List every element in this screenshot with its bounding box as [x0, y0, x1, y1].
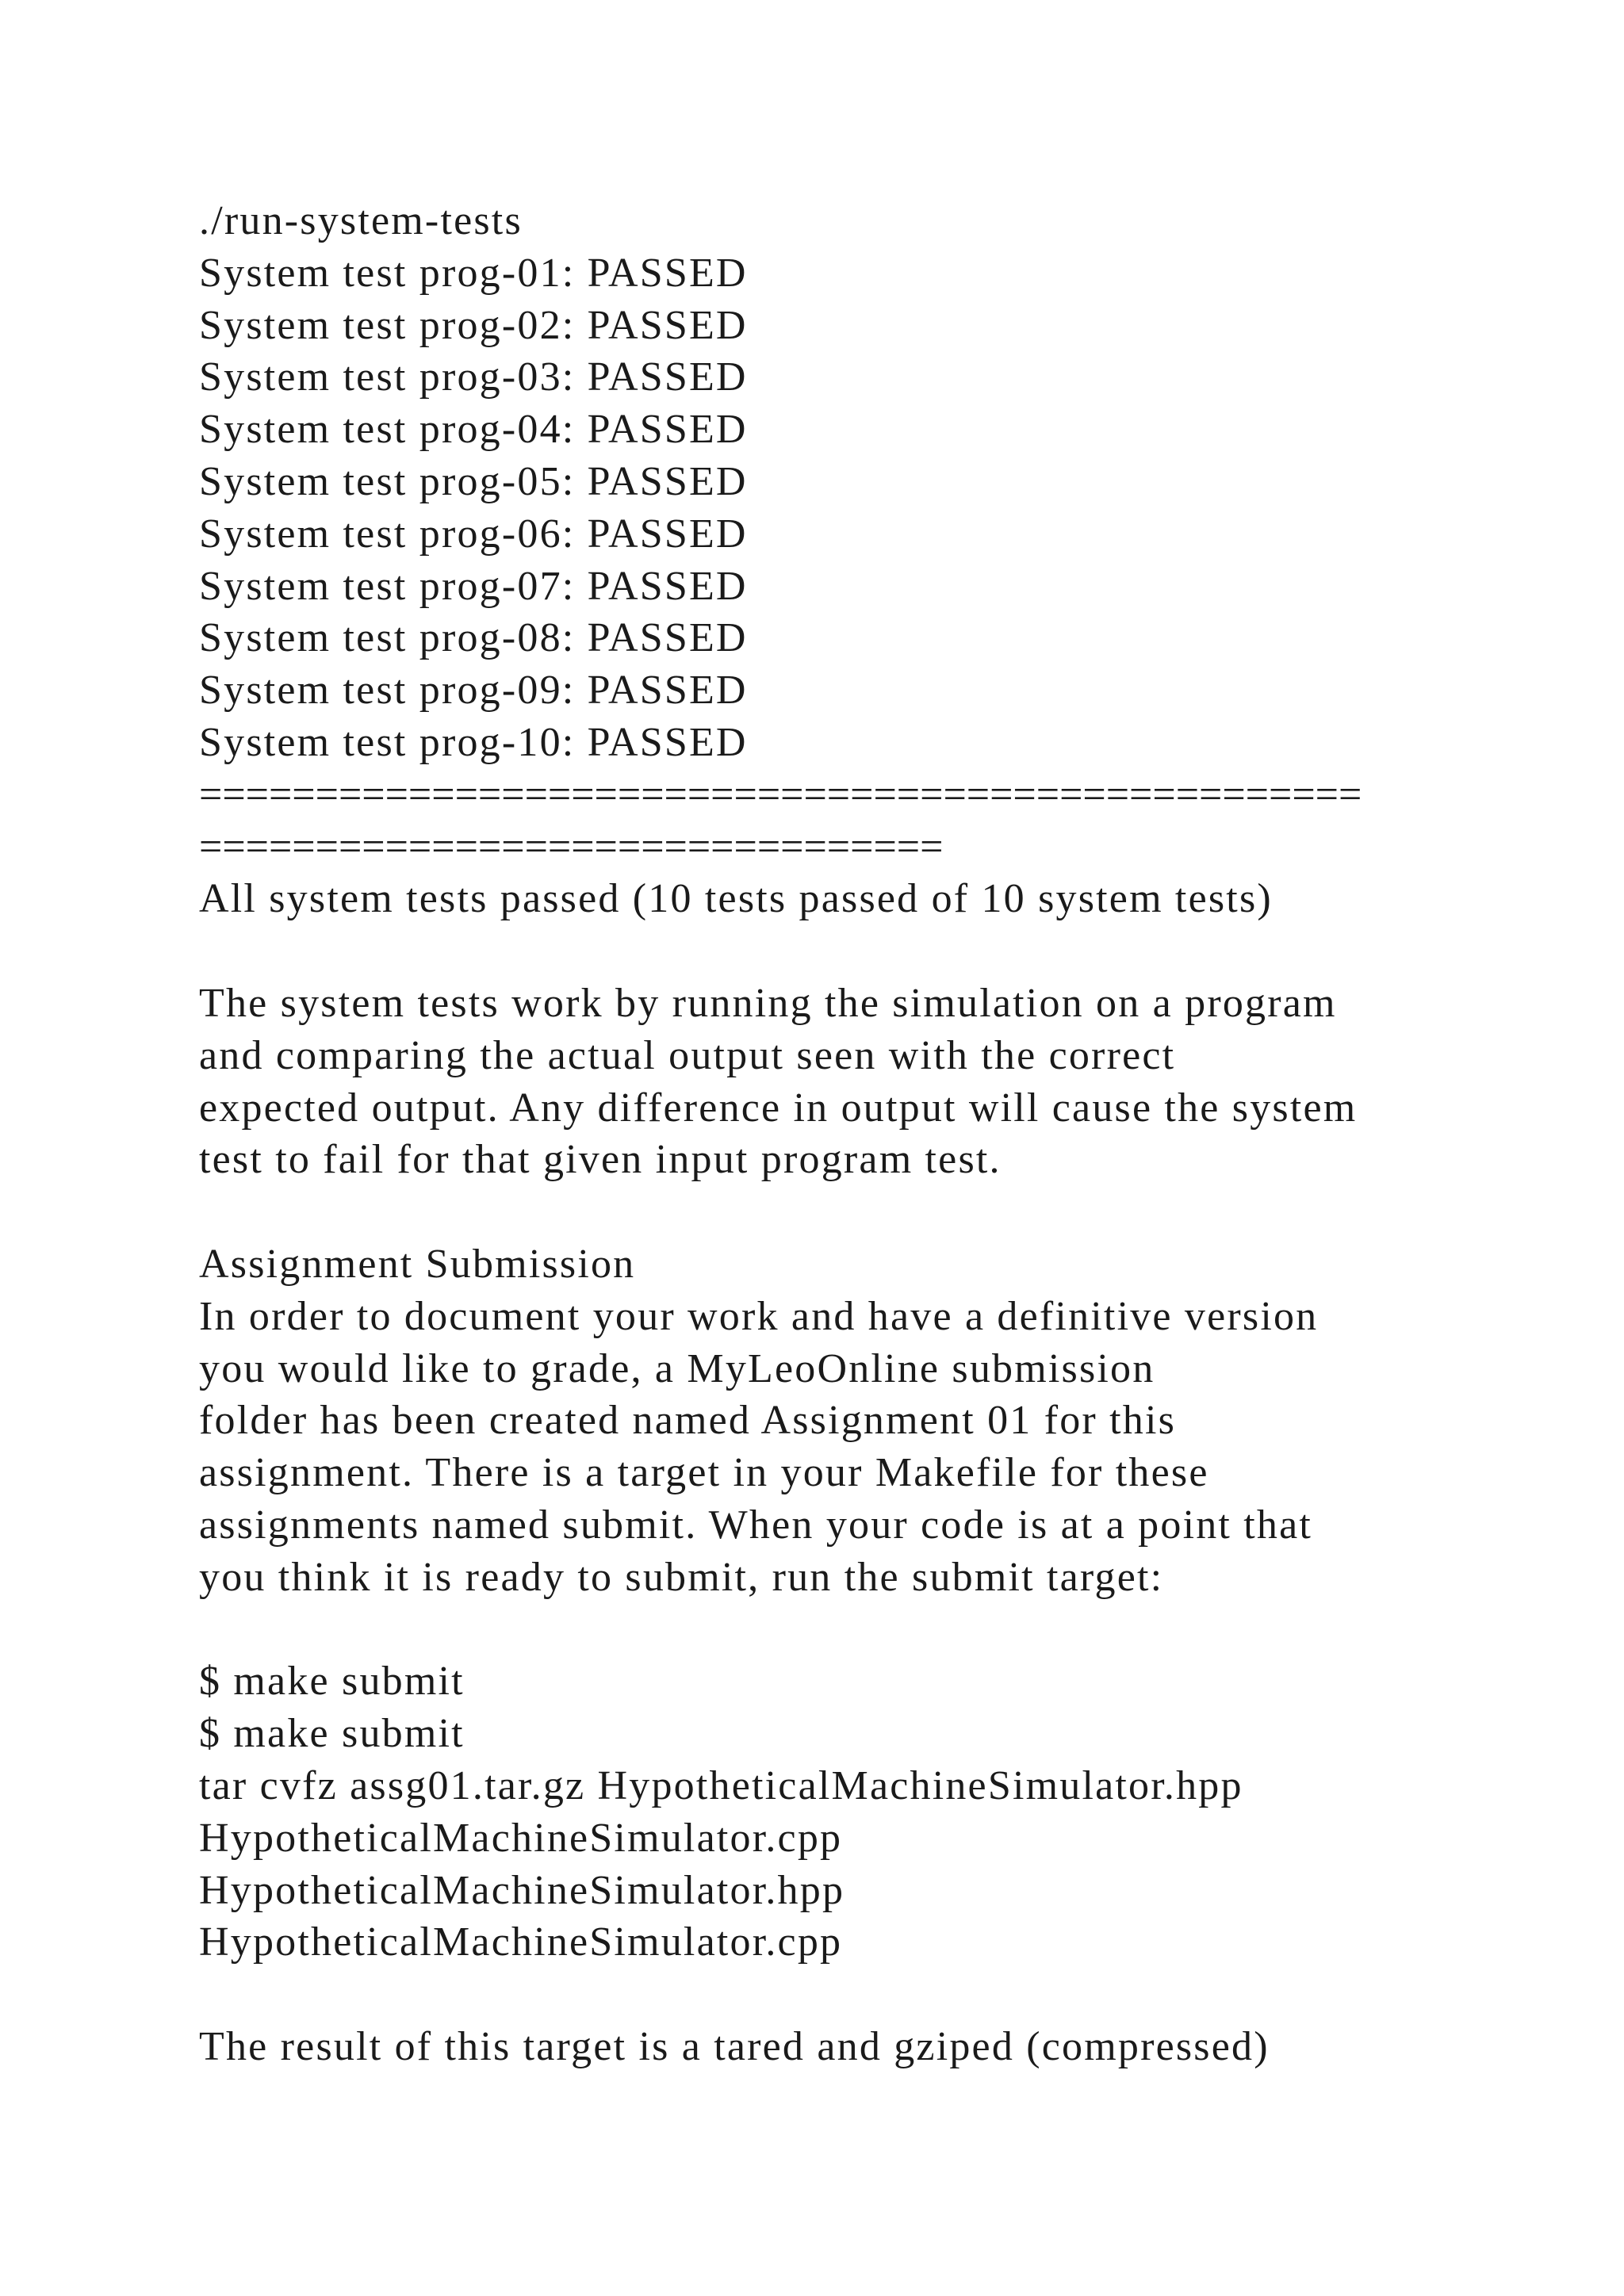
paragraph-line: assignments named submit. When your code is at a point that: [199, 1502, 1313, 1548]
make-output-line: HypotheticalMachineSimulator.hpp: [199, 1867, 845, 1913]
test-result-line: System test prog-03: PASSED: [199, 354, 748, 400]
separator-line: ================================: [199, 824, 944, 870]
blank-line: [199, 1186, 1595, 1238]
command-line: ./run-system-tests: [199, 198, 523, 243]
paragraph-line: you would like to grade, a MyLeoOnline submission: [199, 1345, 1155, 1391]
test-result-line: System test prog-10: PASSED: [199, 719, 748, 765]
paragraph-line: assignment. There is a target in your Makefile for these: [199, 1450, 1209, 1496]
blank-line: [199, 1969, 1595, 2021]
test-result-line: System test prog-06: PASSED: [199, 511, 748, 557]
separator-line: ==================================================: [199, 771, 1362, 817]
explanation-line: The system tests work by running the simulation on a program: [199, 980, 1337, 1026]
closing-line: The result of this target is a tared and gziped (compressed): [199, 2023, 1270, 2069]
blank-line: [199, 925, 1595, 978]
paragraph-line: folder has been created named Assignment 01 for this: [199, 1398, 1177, 1444]
make-output-line: tar cvfz assg01.tar.gz HypotheticalMachineSimulator.hpp: [199, 1762, 1243, 1808]
test-result-line: System test prog-01: PASSED: [199, 250, 748, 296]
test-result-line: System test prog-04: PASSED: [199, 407, 748, 453]
explanation-line: expected output. Any difference in output will cause the system: [199, 1085, 1358, 1131]
test-result-line: System test prog-02: PASSED: [199, 302, 748, 348]
explanation-line: test to fail for that given input program test.: [199, 1137, 1002, 1183]
summary-line: All system tests passed (10 tests passed of 10 system tests): [199, 876, 1273, 922]
document-body: [199, 195, 1595, 2073]
paragraph-line: In order to document your work and have a definitive version: [199, 1293, 1319, 1339]
test-result-line: System test prog-05: PASSED: [199, 458, 748, 504]
test-result-line: System test prog-08: PASSED: [199, 615, 748, 661]
paragraph-line: you think it is ready to submit, run the submit target:: [199, 1554, 1164, 1600]
blank-line: [199, 1604, 1595, 1656]
test-result-line: System test prog-09: PASSED: [199, 668, 748, 714]
make-output-line: HypotheticalMachineSimulator.cpp: [199, 1919, 843, 1965]
make-output-line: $ make submit: [199, 1711, 465, 1757]
make-output-line: HypotheticalMachineSimulator.cpp: [199, 1815, 843, 1861]
section-heading: Assignment Submission: [199, 1241, 636, 1287]
make-output-line: $ make submit: [199, 1659, 465, 1705]
test-result-line: System test prog-07: PASSED: [199, 563, 748, 609]
explanation-line: and comparing the actual output seen with the correct: [199, 1032, 1176, 1078]
